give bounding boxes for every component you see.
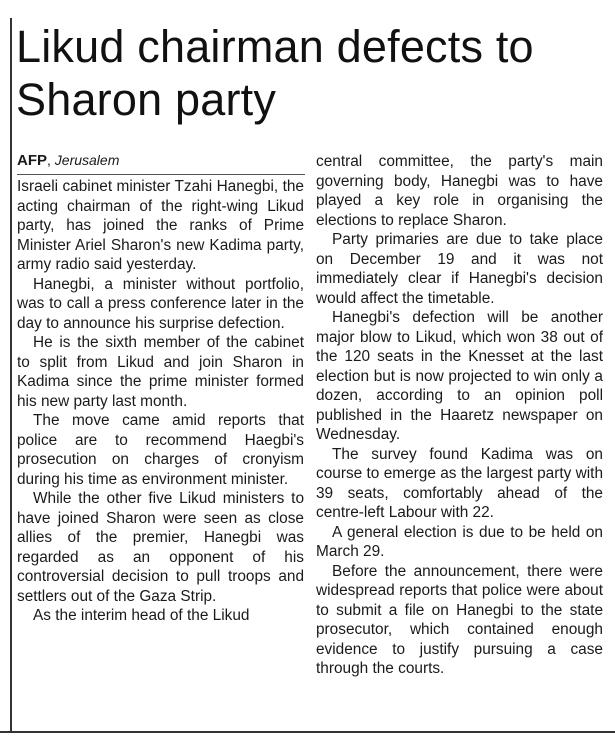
paragraph: Hanegbi, a minister without portfolio, was to call a press conference later in the day to announce his surprise defection. bbox=[17, 275, 304, 332]
paragraph: Hanegbi's defection will be another major blow to Likud, which won 38 out of the 120 seats in the Knesset at the last election but is now projected to win only a dozen, according to an opinion poll published in the Haaretz newspaper on Wednesday. bbox=[316, 309, 603, 443]
paragraph: Before the announcement, there were widespread reports that police were about to submit a file on Hanegbi to the state prosecutor, which contained enough evidence to justify pursuing a case through the courts. bbox=[316, 562, 603, 677]
headline: Likud chairman defects to Sharon party bbox=[16, 21, 534, 125]
dateline-agency: AFP bbox=[17, 152, 47, 169]
paragraph: As the interim head of the Likud bbox=[33, 607, 250, 624]
dateline-place: Jerusalem bbox=[54, 152, 120, 168]
paragraph: Israeli cabinet minister Tzahi Hanegbi, the acting chairman of the right-wing Likud party, has joined the ranks of Prime Minister Ariel Sharon's new Kadima party, army radio said yesterday. bbox=[17, 178, 304, 273]
paragraph: While the other five Likud ministers to have joined Sharon were seen as close allies of the premier, Hanegbi was regarded as an opponent of his controversial decision to pull troops and settlers out of the Gaza Strip. bbox=[17, 490, 304, 605]
paragraph: The move came amid reports that police are to recommend Haegbi's prosecution on charges of cronyism during his time as environment minister. bbox=[17, 412, 304, 488]
bottom-rule bbox=[0, 731, 615, 733]
paragraph: He is the sixth member of the cabinet to split from Likud and join Sharon in Kadima since the prime minister formed his new party last month. bbox=[17, 334, 304, 410]
paragraph: A general election is due to be held on March 29. bbox=[316, 523, 603, 560]
paragraph: The survey found Kadima was on course to emerge as the largest party with 39 seats, comfortably ahead of the centre-left Labour with 22. bbox=[316, 445, 603, 521]
article-column-right bbox=[316, 152, 603, 679]
dateline: AFP, Jerusalem bbox=[17, 152, 120, 169]
paragraph: Party primaries are due to take place on December 19 and it was not immediately clear if Hanegbi's decision would affect the timetable. bbox=[316, 231, 603, 307]
article-column-left bbox=[17, 177, 304, 626]
left-column-rule bbox=[10, 18, 12, 731]
paragraph: central committee, the party's main governing body, Hanegbi was to have played a key role in organising the elections to replace Sharon. bbox=[316, 153, 603, 229]
dateline-rule bbox=[17, 174, 305, 175]
